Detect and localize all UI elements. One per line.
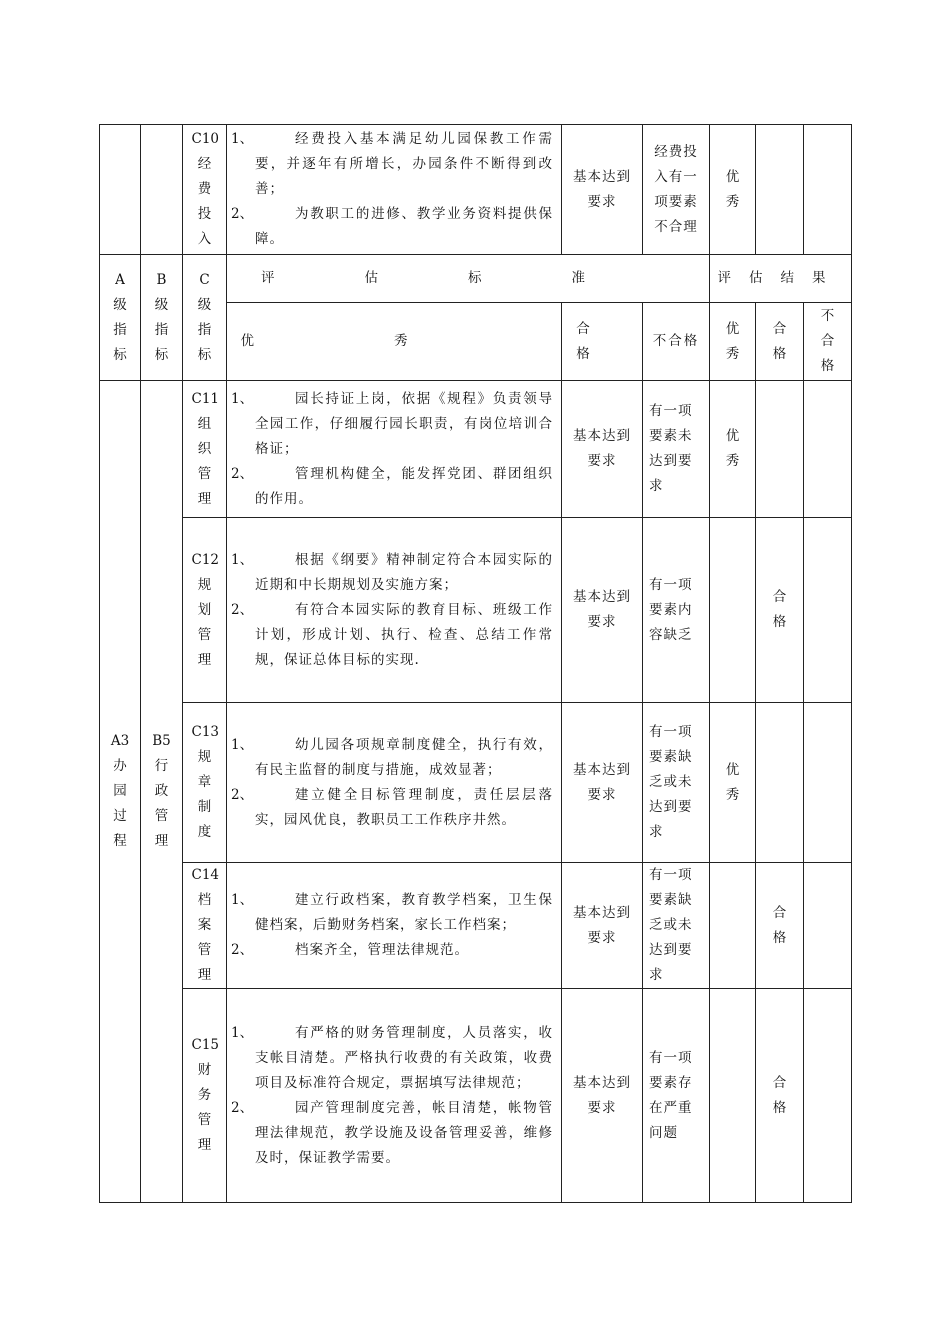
result-fail-cell xyxy=(804,703,852,863)
header-excellent xyxy=(227,303,562,381)
header-fail-text: 不合格 xyxy=(652,333,700,349)
c-level-cell xyxy=(183,989,227,1203)
result-pass-cell xyxy=(756,381,804,518)
standard-fail-cell: 有一项要素存在严重问题 xyxy=(643,989,710,1203)
item-text: 经费投入基本满足幼儿园保教工作需要，并逐年有所增长，办园条件不断得到改善； xyxy=(255,131,553,197)
standard-fail-cell: 有一项要素缺乏或未达到要求 xyxy=(643,703,710,863)
standard-excellent-cell xyxy=(227,125,562,255)
result-pass-mark: 合格 xyxy=(772,904,787,946)
header-standard-text: 评估标准 xyxy=(261,270,675,286)
header-fail xyxy=(643,303,710,381)
table-row xyxy=(100,125,852,255)
standard-fail-cell: 有一项要素内容缺乏 xyxy=(643,518,710,703)
list-item xyxy=(231,938,553,963)
c-name: 规章制度 xyxy=(197,749,212,840)
standard-excellent-cell xyxy=(227,863,562,989)
result-pass-mark: 合格 xyxy=(772,589,787,630)
header-result-text: 评估结果 xyxy=(717,270,844,286)
header-result-fail xyxy=(804,303,852,381)
result-pass-cell xyxy=(756,863,804,989)
header-b-level xyxy=(141,255,183,381)
result-excellent-cell xyxy=(710,989,756,1203)
c-code: C14 xyxy=(191,867,220,883)
list-item xyxy=(231,202,553,252)
header-standard xyxy=(227,255,710,303)
result-excellent-cell xyxy=(710,703,756,863)
standard-pass-cell: 基本达到要求 xyxy=(562,381,643,518)
list-item xyxy=(231,462,553,512)
c-name: 档案管理 xyxy=(197,892,212,983)
list-item xyxy=(231,1096,553,1171)
c-code: C11 xyxy=(191,390,220,407)
table-row xyxy=(100,518,852,703)
standard-pass-cell: 基本达到要求 xyxy=(562,125,643,255)
item-number: 2、 xyxy=(231,942,254,958)
item-number: 1、 xyxy=(231,551,254,568)
standard-excellent-cell xyxy=(227,703,562,863)
c-name: 组织管理 xyxy=(197,415,212,507)
result-pass-cell xyxy=(756,989,804,1203)
c-level-cell xyxy=(183,863,227,989)
a-level-cell xyxy=(100,381,141,1203)
result-fail-cell xyxy=(804,863,852,989)
item-number: 1、 xyxy=(231,131,254,147)
list-item xyxy=(231,1021,553,1096)
table-row xyxy=(100,381,852,518)
list-item xyxy=(231,127,553,202)
item-text: 幼儿园各项规章制度健全，执行有效，有民主监督的制度与措施，成效显著； xyxy=(255,736,553,778)
item-text: 为教职工的进修、教学业务资料提供保障。 xyxy=(255,206,553,247)
item-number: 1、 xyxy=(231,736,254,753)
item-text: 园长持证上岗，依据《规程》负责领导全园工作，仔细履行园长职责，有岗位培训合格证； xyxy=(255,390,553,457)
header-a-level xyxy=(100,255,141,381)
b-name: 行政管理 xyxy=(154,758,169,849)
table-row xyxy=(100,989,852,1203)
b-code: B5 xyxy=(152,733,171,749)
standard-excellent-cell xyxy=(227,518,562,703)
result-excellent-cell xyxy=(710,381,756,518)
result-excellent-mark: 优秀 xyxy=(725,761,740,803)
header-result-fail-text: 不合格 xyxy=(820,308,835,374)
standard-pass-cell: 基本达到要求 xyxy=(562,703,643,863)
header-c-text: C级指标 xyxy=(197,271,212,363)
table-row xyxy=(100,703,852,863)
evaluation-table xyxy=(99,124,852,1203)
c-level-cell xyxy=(183,381,227,518)
standard-fail-cell: 有一项要素缺乏或未达到要求 xyxy=(643,863,710,989)
item-text: 建立健全目标管理制度，责任层层落实，园风优良，教职员工工作秩序井然。 xyxy=(255,786,553,828)
item-text: 有符合本园实际的教育目标、班级工作计划，形成计划、执行、检查、总结工作常规，保证总体目标的实现. xyxy=(255,601,553,668)
item-number: 1、 xyxy=(231,1024,254,1041)
standard-pass-cell: 基本达到要求 xyxy=(562,863,643,989)
header-excellent-text: 优秀 xyxy=(240,333,548,349)
item-number: 2、 xyxy=(231,1099,254,1116)
item-text: 根据《纲要》精神制定符合本园实际的近期和中长期规划及实施方案； xyxy=(255,551,553,593)
header-result-pass xyxy=(756,303,804,381)
b-level-cell-empty xyxy=(141,125,183,255)
result-excellent-cell xyxy=(710,863,756,989)
result-fail-cell xyxy=(804,381,852,518)
item-number: 2、 xyxy=(231,786,254,803)
list-item xyxy=(231,783,553,833)
result-excellent-mark: 优秀 xyxy=(725,428,740,469)
list-item xyxy=(231,387,553,462)
c-level-cell xyxy=(183,518,227,703)
result-pass-mark: 合格 xyxy=(772,1074,787,1116)
result-excellent-mark: 优秀 xyxy=(725,168,740,210)
table-header-row xyxy=(100,255,852,303)
c-code: C10 xyxy=(191,131,220,147)
c-code: C12 xyxy=(191,551,220,568)
c-level-cell xyxy=(183,703,227,863)
item-text: 档案齐全，管理法律规范。 xyxy=(295,942,469,958)
standard-pass-cell: 基本达到要求 xyxy=(562,518,643,703)
item-text: 有严格的财务管理制度，人员落实，收支帐目清楚。严格执行收费的有关政策，收费项目及标准符合规定，票据填写法律规范； xyxy=(255,1024,553,1091)
standard-pass-cell: 基本达到要求 xyxy=(562,989,643,1203)
header-c-level xyxy=(183,255,227,381)
result-pass-cell xyxy=(756,125,804,255)
item-text: 建立行政档案，教育教学档案，卫生保健档案，后勤财务档案，家长工作档案； xyxy=(255,892,553,933)
item-text: 园产管理制度完善，帐目清楚，帐物管理法律规范，教学设施及设备管理妥善，维修及时，保证教学需要。 xyxy=(255,1099,553,1166)
list-item xyxy=(231,598,553,673)
a-code: A3 xyxy=(110,733,130,749)
c-code: C15 xyxy=(191,1037,220,1053)
item-number: 1、 xyxy=(231,892,254,908)
header-result xyxy=(710,255,852,303)
standard-fail-cell: 有一项要素未达到要求 xyxy=(643,381,710,518)
result-pass-cell xyxy=(756,518,804,703)
result-excellent-cell xyxy=(710,518,756,703)
header-result-pass-text: 合格 xyxy=(772,320,787,362)
result-excellent-cell xyxy=(710,125,756,255)
result-pass-cell xyxy=(756,703,804,863)
list-item xyxy=(231,888,553,938)
a-level-cell-empty xyxy=(100,125,141,255)
c-name: 规划管理 xyxy=(197,576,212,668)
item-number: 2、 xyxy=(231,601,254,618)
list-item xyxy=(231,733,553,783)
list-item xyxy=(231,548,553,598)
header-a-text: A级指标 xyxy=(113,271,127,363)
a-name: 办园过程 xyxy=(113,758,127,849)
standard-excellent-cell xyxy=(227,381,562,518)
standard-fail-cell: 经费投入有一项要素不合理 xyxy=(643,125,710,255)
header-pass-text: 合格 xyxy=(576,320,628,362)
item-number: 1、 xyxy=(231,390,254,407)
c-name: 经费投入 xyxy=(197,156,212,247)
result-fail-cell xyxy=(804,989,852,1203)
c-code: C13 xyxy=(191,724,220,740)
header-pass xyxy=(562,303,643,381)
header-result-excellent xyxy=(710,303,756,381)
standard-excellent-cell xyxy=(227,989,562,1203)
result-fail-cell xyxy=(804,125,852,255)
result-fail-cell xyxy=(804,518,852,703)
item-number: 2、 xyxy=(231,206,254,222)
item-text: 管理机构健全，能发挥党团、群团组织的作用。 xyxy=(255,465,553,507)
header-b-text: B级指标 xyxy=(154,271,169,363)
header-result-excellent-text: 优秀 xyxy=(725,320,740,362)
table-row xyxy=(100,863,852,989)
c-level-cell xyxy=(183,125,227,255)
b-level-cell xyxy=(141,381,183,1203)
c-name: 财务管理 xyxy=(197,1062,212,1153)
item-number: 2、 xyxy=(231,465,254,482)
